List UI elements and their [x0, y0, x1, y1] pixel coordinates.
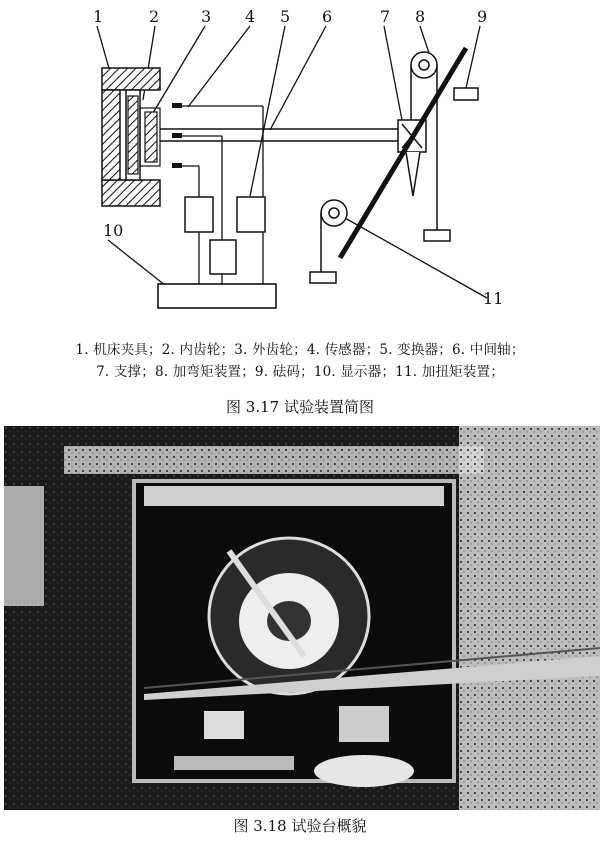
outer-gear: [140, 108, 160, 166]
test-apparatus-schematic: [0, 0, 600, 320]
part-number-5: 5: [280, 7, 291, 26]
part-number-6: 6: [322, 7, 333, 26]
figure-318-caption: 图 3.18 试验台概貌: [233, 817, 367, 835]
intermediate-shaft: [160, 129, 398, 141]
figure-317-legend-line-1: 1. 机床夹具；2. 内齿轮；3. 外齿轮；4. 传感器；5. 变换器；6. 中间轴；: [75, 342, 525, 358]
part-number-9: 9: [477, 7, 488, 26]
figure-317-legend-line-2: 7. 支撑；8. 加弯矩装置；9. 砝码；10. 显示器；11. 加扭矩装置；: [96, 364, 504, 380]
part-number-7: 7: [380, 7, 391, 26]
torque-device: [310, 200, 347, 283]
part-number-4: 4: [245, 7, 256, 26]
part-number-11: 11: [483, 289, 504, 308]
sensors: [172, 103, 182, 168]
converters: [185, 197, 265, 274]
figure-317-caption: 图 3.17 试验装置简图: [226, 398, 374, 416]
part-number-8: 8: [415, 7, 426, 26]
part-number-2: 2: [149, 7, 160, 26]
display-unit: [158, 284, 276, 308]
part-number-1: 1: [93, 7, 104, 26]
inner-gear: [128, 96, 138, 174]
part-number-3: 3: [201, 7, 212, 26]
test-bench-photo: [4, 426, 600, 810]
part-number-10: 10: [103, 221, 124, 240]
weight: [454, 88, 478, 100]
